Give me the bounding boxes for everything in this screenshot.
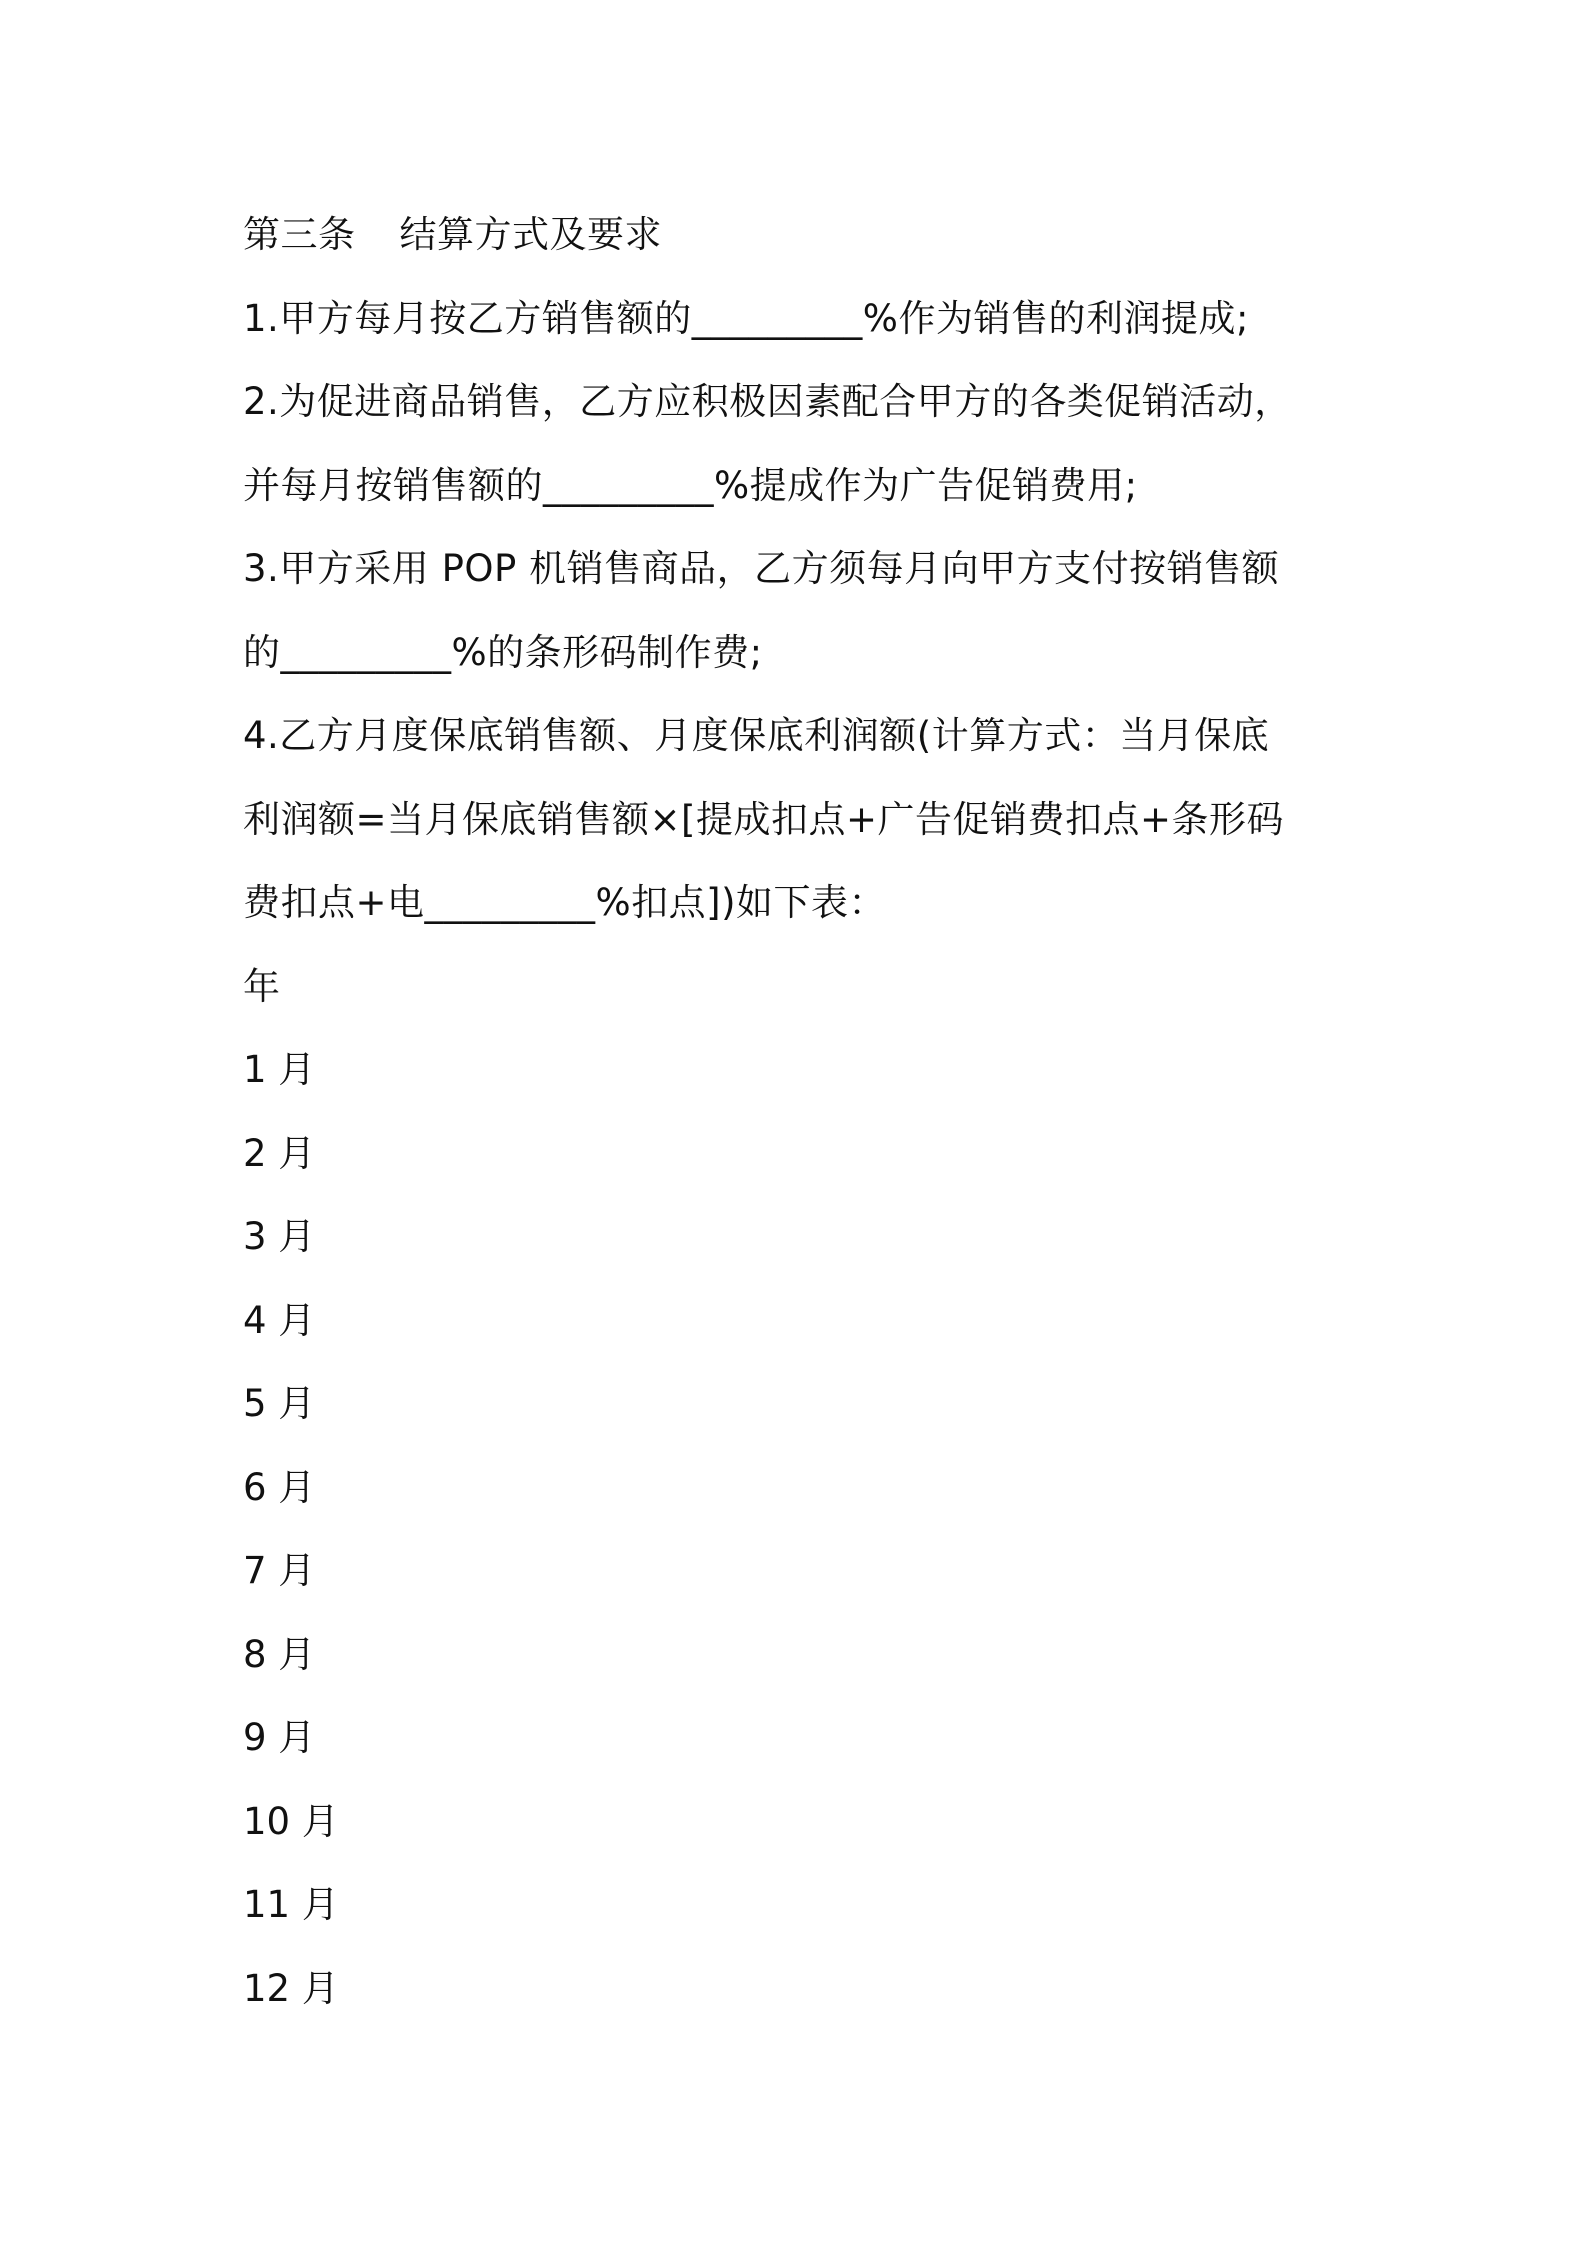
month-row: 9 月 [243,1716,316,1759]
paragraph-line: 4.乙方月度保底销售额、月度保底利润额(计算方式：当月保底 [243,714,1270,757]
month-row: 10 月 [243,1799,339,1843]
table-header-year: 年 [243,964,280,1008]
paragraph-line: 2.为促进商品销售，乙方应积极因素配合甲方的各类促销活动， [243,380,1292,423]
paragraph-line: 利润额=当月保底销售额×[提成扣点+广告促销费扣点+条形码 [243,797,1284,841]
month-row: 8 月 [243,1632,316,1676]
paragraph-line: 的_________%的条形码制作费; [243,630,763,674]
month-row: 11 月 [243,1883,339,1926]
article-heading: 结算方式及要求 [399,213,662,256]
paragraph-line: 1.甲方每月按乙方销售额的_________%作为销售的利润提成; [243,296,1249,340]
article-title [243,193,1363,277]
article-number: 第三条 [243,213,356,256]
month-row: 6 月 [243,1465,316,1509]
month-row: 1 月 [243,1048,316,1091]
month-row: 5 月 [243,1382,316,1425]
month-row: 12 月 [243,1966,339,2010]
paragraph-line: 并每月按销售额的_________%提成作为广告促销费用; [243,463,1138,507]
month-row: 2 月 [243,1131,316,1175]
month-row: 3 月 [243,1215,316,1258]
document-body [243,193,1363,2030]
month-row: 4 月 [243,1298,316,1342]
month-row: 7 月 [243,1549,316,1592]
paragraph-line: 费扣点+电_________%扣点])如下表： [243,881,887,924]
paragraph-line: 3.甲方采用 POP 机销售商品，乙方须每月向甲方支付按销售额 [243,547,1280,590]
